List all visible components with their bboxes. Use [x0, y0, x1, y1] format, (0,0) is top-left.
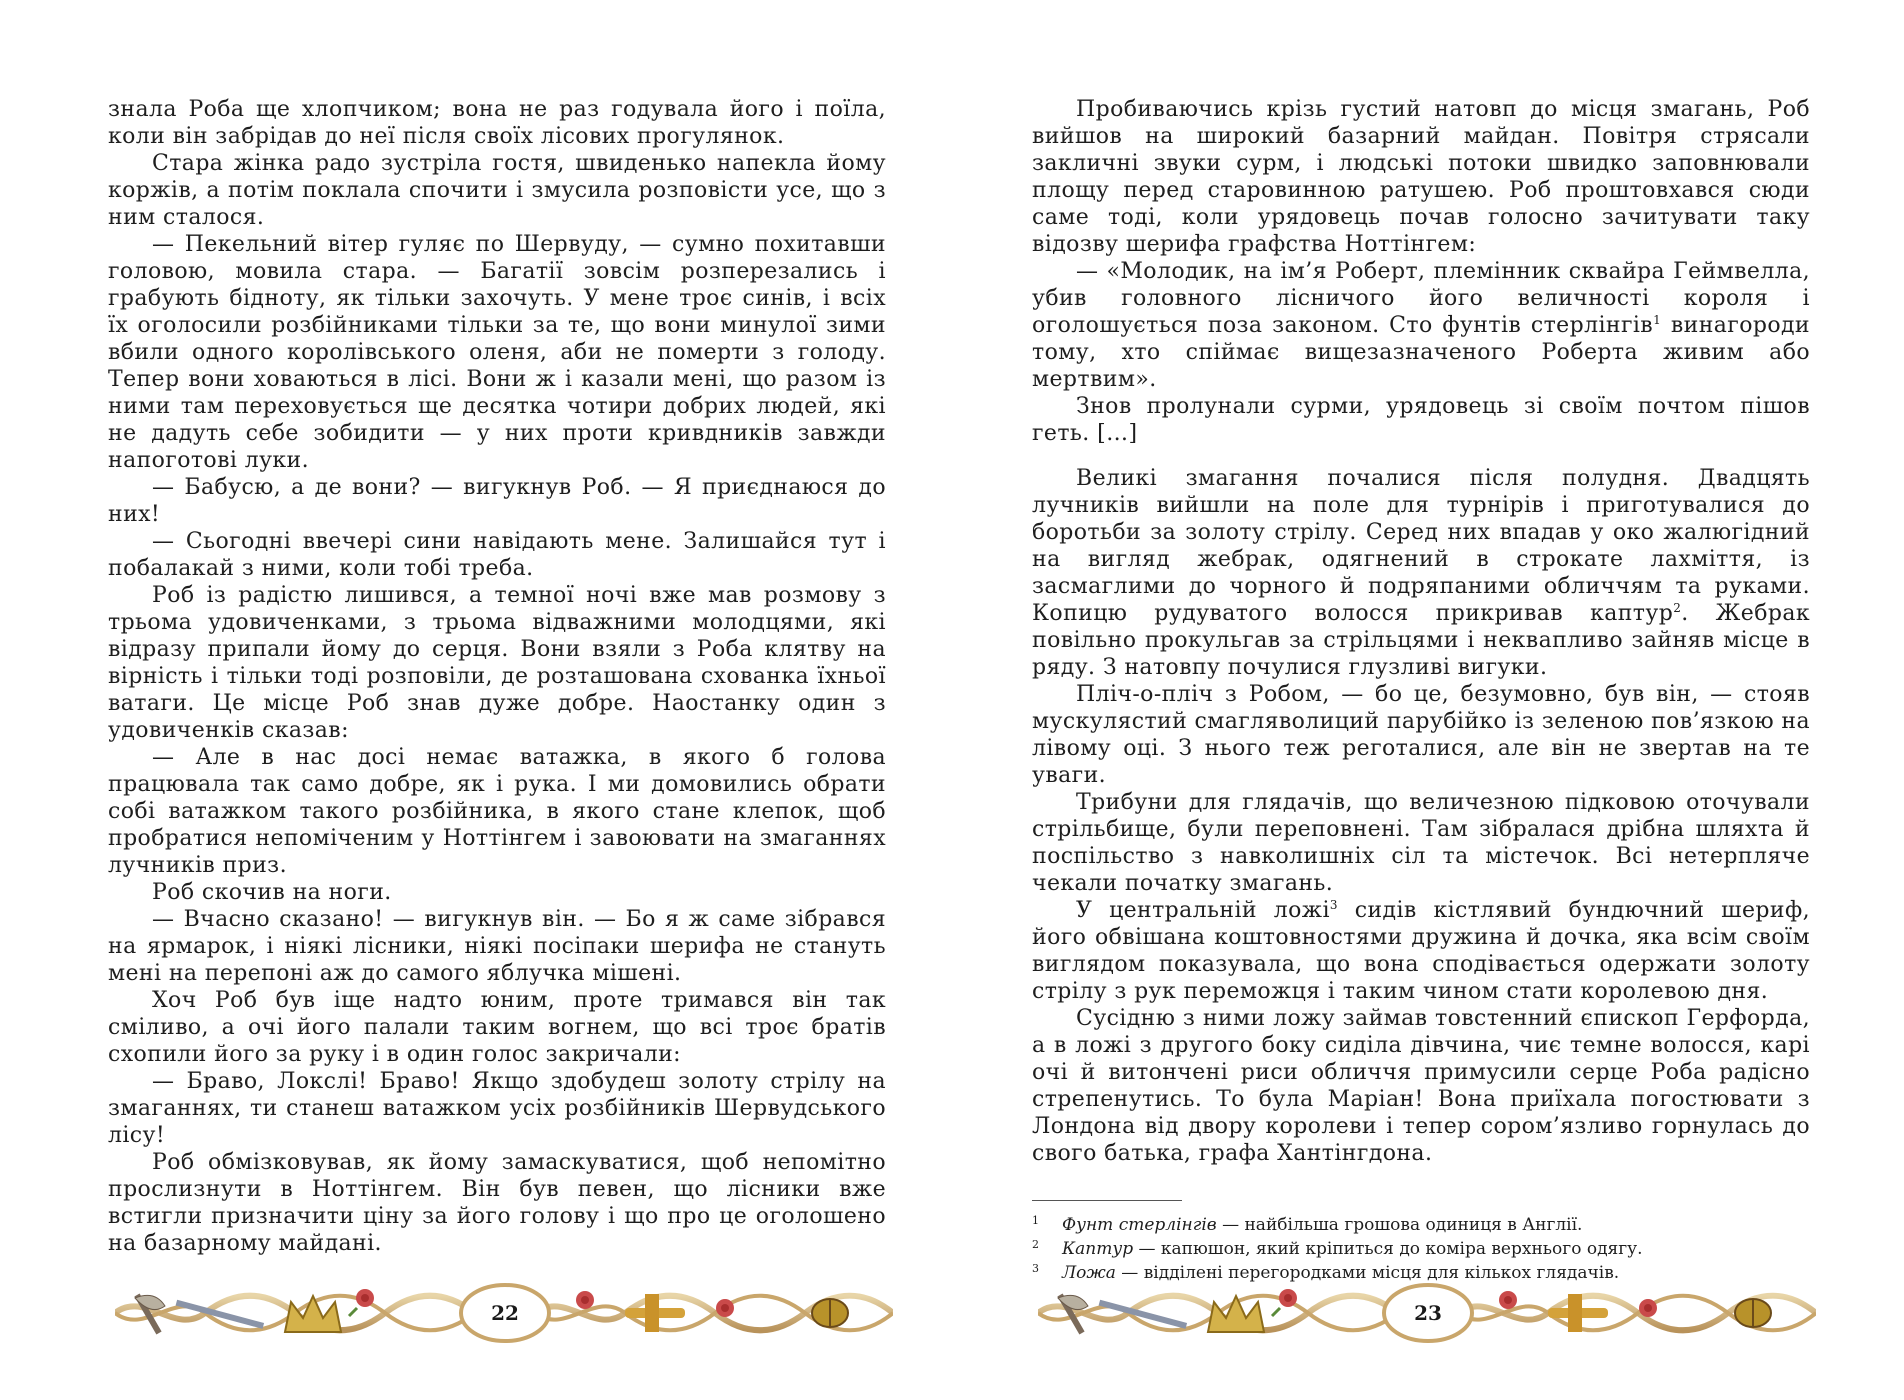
scarab-icon — [812, 1299, 848, 1327]
page-number: 22 — [491, 1301, 519, 1325]
page-ornament-right — [1038, 1280, 1816, 1346]
footnote-1: 1 Фунт стерлінгів — найбільша грошова одиниця в Англії. — [1032, 1214, 1583, 1235]
right-page — [952, 0, 1904, 1400]
airplane-icon — [1548, 1294, 1608, 1332]
rose-icon — [716, 1299, 734, 1317]
airplane-icon — [625, 1294, 685, 1332]
paragraph: Трибуни для глядачів, що величезною підковою оточували стрільбище, були переповнені. Там зібралася дрібна шляхта й поспільство з навколишніх сіл та містечок. Всі нетерпляче чекали початку змагань. — [1032, 790, 1810, 896]
paragraph-text: — «Молодик, на ім’я Роберт, племінник сквайра Геймвелла, убив головного лісничого його величності короля і оголошується поза законом. Сто фунтів стерлінгів — [1032, 259, 1810, 338]
paragraph: Роб обмізковував, як йому замаскуватися, щоб непомітно прослизнути в Ноттінгем. Він був певен, що лісники вже встигли призначити ціну за його голову і що про це оголошено на базарному майдані. — [108, 1150, 886, 1256]
paragraph-text: винагороди тому, хто спіймає вищезазначеного Роберта живим або мертвим». — [1032, 313, 1810, 392]
paragraph — [1032, 897, 1810, 1005]
right-text-column — [1032, 96, 1810, 1167]
footnote-ref[interactable]: 2 — [1673, 601, 1682, 615]
crown-icon — [1208, 1296, 1264, 1332]
footnote-ref[interactable]: 3 — [1329, 898, 1338, 912]
paragraph: Роб із радістю лишився, а темної ночі вже мав розмову з трьома удовиченками, з трьома відважними молодцями, які відразу припали йому до серця. Вони взяли з Роба клятву на вірність і тільки тоді розповіли, де розташована схованка їхньої ватаги. Це місце Роб знав дуже добре. Наостанку один з удовиченків сказав: — [108, 583, 886, 743]
paragraph: — Вчасно сказано! — вигукнув він. — Бо я ж саме зібрався на ярмарок, і ніякі лісники, ніякі посіпаки шерифа не стануть мені на перепоні аж до самого яблучка мішені. — [108, 907, 886, 986]
paragraph: — Пекельний вітер гуляє по Шервуду, — сумно похитавши головою, мовила стара. — Багатії зовсім розперезались і грабують бідноту, як тільки захочуть. У мене троє синів, і всіх їх оголосили розбійниками тільки за те, що вони минулої зими вбили одного королівського оленя, аби не померти з голоду. Тепер вони ховаються в лісі. Вони ж і казали мені, що разом із ними там переховується ще десятка чотири добрих людей, які не дадуть себе зобидити — у них проти кривдників завжди напоготові луки. — [108, 232, 886, 473]
paragraph — [1032, 465, 1810, 681]
rose-icon — [349, 1289, 374, 1316]
footnotes — [1032, 1200, 1810, 1285]
paragraph: — Але в нас досі немає ватажка, в якого б голова працювала так само добре, як і рука. І ми домовились обрати собі ватажком такого розбійника, в якого стане клепок, щоб пробратися непоміченим у Ноттінгем і завоювати на змаганнях лучників приз. — [108, 745, 886, 878]
paragraph — [1032, 258, 1810, 393]
page-ornament-left — [115, 1280, 893, 1346]
paragraph-text: сидів кістлявий бундючний шериф, його обвішана коштовностями дружина й дочка, яка всім своїм виглядом показувала, що вона сподівається одержати золоту стрілу з рук переможця і таким чином стати королевою дня. — [1032, 898, 1810, 1004]
paragraph: Роб скочив на ноги. — [152, 880, 392, 905]
footnote-ref[interactable]: 1 — [1653, 313, 1662, 327]
paragraph: Пліч-о-пліч з Робом, — бо це, безумовно, був він, — стояв мускулястий смагляволиций парубійко із зеленою пов’язкою на лівому оці. З нього теж реготалися, але він не звертав на те уваги. — [1032, 682, 1810, 788]
paragraph: Пробиваючись крізь густий натовп до місця змагань, Роб вийшов на широкий базарний майдан. Повітря стрясали закличні звуки сурм, і людські потоки швидко заповнювали площу перед старовинною ратушею. Роб проштовхався сюди саме тоді, коли урядовець почав голосно зачитувати таку відозву шерифа графства Ноттінгем: — [1032, 97, 1810, 257]
page-number: 23 — [1414, 1301, 1442, 1325]
paragraph: Стара жінка радо зустріла гостя, швиденько напекла йому коржів, а потім поклала спочити і змусила розповісти усе, що з ним сталося. — [108, 151, 886, 230]
footnote-2: 2 Каптур — капюшон, який кріпиться до коміра верхнього одягу. — [1032, 1238, 1643, 1259]
paragraph: Знов пролунали сурми, урядовець зі своїм почтом пішов геть. […] — [1032, 394, 1810, 446]
paragraph: Хоч Роб був іще надто юним, проте тримався він так сміливо, а очі його палали таким вогнем, що всі троє братів схопили його за руку і в один голос закричали: — [108, 988, 886, 1067]
footnote-divider — [1032, 1200, 1182, 1201]
paragraph: Сусідню з ними ложу займав товстенний єпископ Герфорда, а в ложі з другого боку сиділа дівчина, чиє темне волосся, карі очі й витончені риси обличчя примусили серце Роба радісно стрепенутись. То була Маріан! Вона приїхала погостювати з Лондона від двору королеви і тепер сором’язливо горнулась до свого батька, графа Хантінгдона. — [1032, 1006, 1810, 1166]
paragraph: — Бабусю, а де вони? — вигукнув Роб. — Я приєднаюся до них! — [108, 475, 886, 527]
rose-icon — [1272, 1289, 1297, 1316]
paragraph: — Сьогодні ввечері сини навідають мене. Залишайся тут і побалакай з ними, коли тобі треба. — [108, 529, 886, 581]
paragraph-text: Великі змагання почалися після полудня. Двадцять лучників вийшли на поле для турнірів і приготувалися до боротьби за золоту стрілу. Серед них впадав у око жалюгідний на вигляд жебрак, одягнений в строкате лахміття, із засмаглими до чорного й подряпаними обличчям та руками. Копицю рудуватого волосся прикривав каптур — [1032, 466, 1810, 626]
left-text-column — [108, 96, 886, 1257]
rose-icon — [1639, 1299, 1657, 1317]
rose-icon — [576, 1291, 594, 1309]
scarab-icon — [1735, 1299, 1771, 1327]
paragraph-text: . Жебрак повільно прокульгав за стрільцями і неквапливо зайняв місце в ряду. З натовпу почулися глузливі вигуки. — [1032, 601, 1810, 680]
paragraph: — Браво, Локслі! Браво! Якщо здобудеш золоту стрілу на змаганнях, ти станеш ватажком усіх розбійників Шервудського лісу! — [108, 1069, 886, 1148]
rose-icon — [1499, 1291, 1517, 1309]
footnote-3: 3 Ложа — відділені перегородками місця для кількох глядачів. — [1032, 1262, 1620, 1283]
paragraph: знала Роба ще хлопчиком; вона не раз годувала його і поїла, коли він забрідав до неї після своїх лісових прогулянок. — [108, 97, 886, 149]
paragraph-text: У центральній ложі — [1076, 898, 1330, 923]
crown-icon — [285, 1296, 341, 1332]
